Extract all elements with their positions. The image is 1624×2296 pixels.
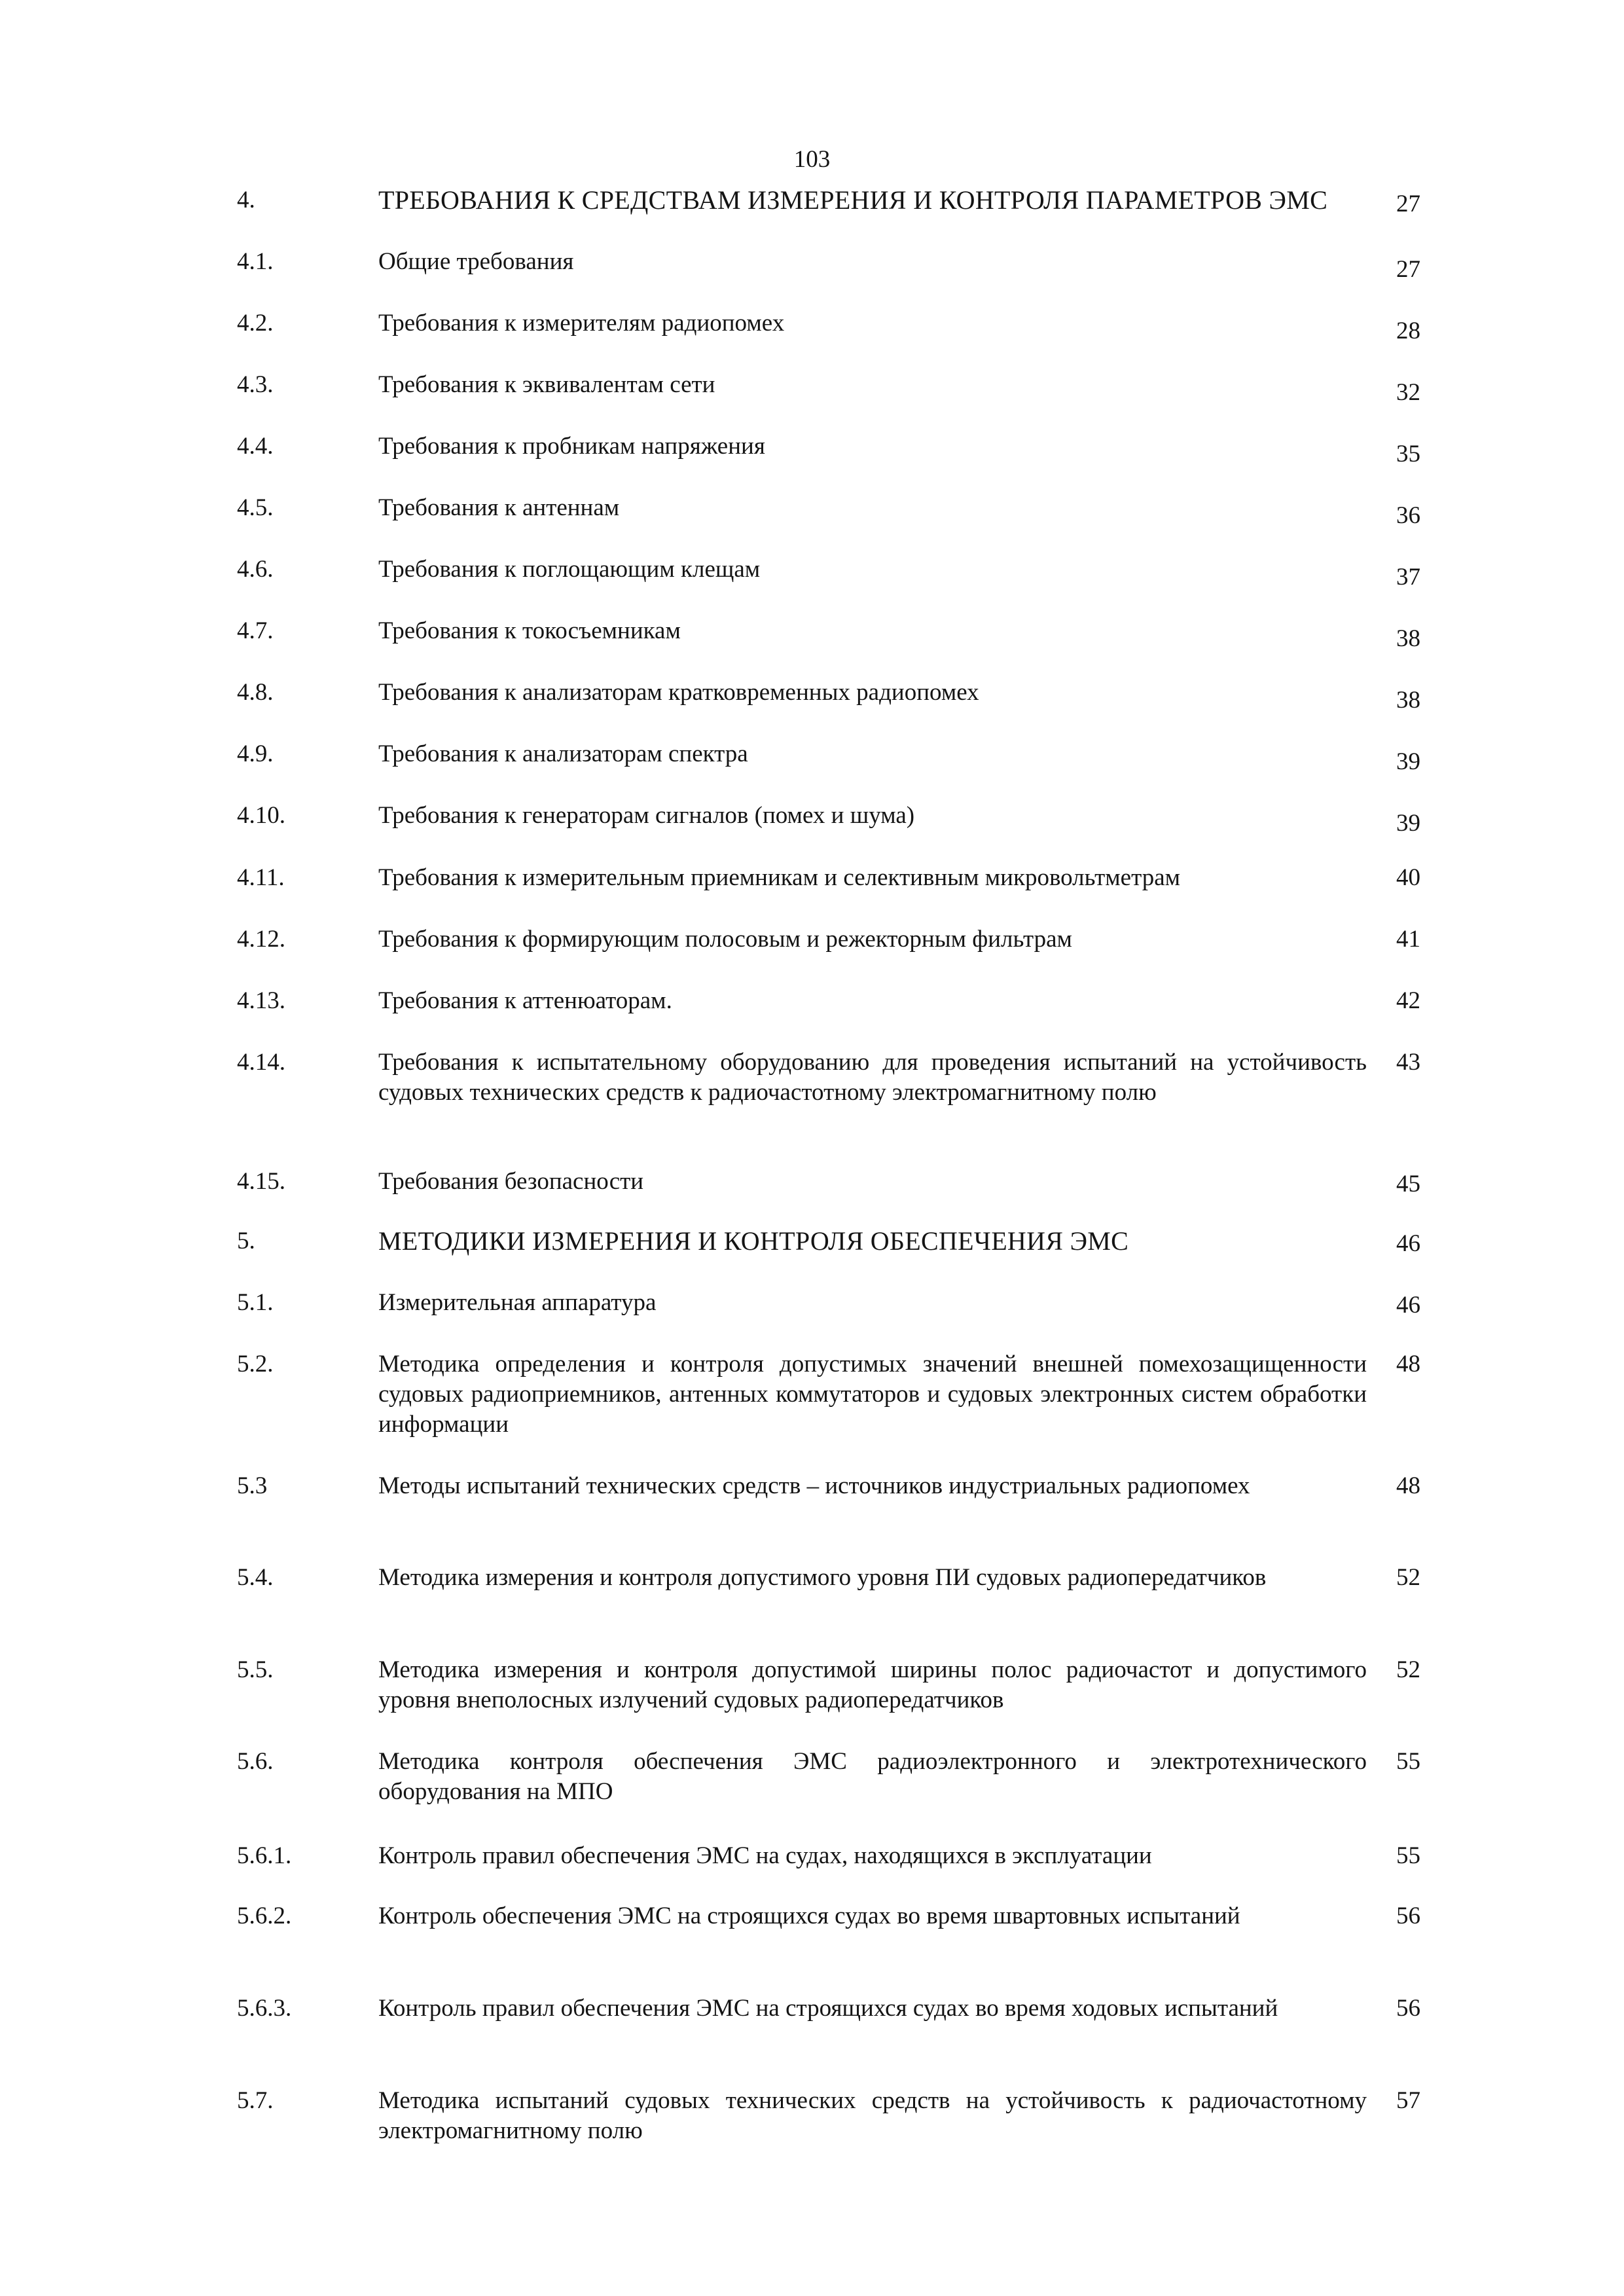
toc-entry-page: 46 (1396, 1230, 1420, 1257)
toc-entry-number: 5.6.3. (237, 1995, 292, 2022)
toc-entry-page: 40 (1396, 864, 1420, 891)
toc-entry-title: Требования к пробникам напряжения (378, 433, 765, 460)
toc-entry-page: 38 (1396, 625, 1420, 652)
toc-entry-number: 4.13. (237, 987, 285, 1014)
toc-entry-title: Методика измерения и контроля допустимой ширины полос радиочастот и допустимого уровня внеполосных излучений судовых радиопередатчиков (378, 1656, 1367, 1713)
toc-entry-number: 4.2. (237, 310, 274, 337)
toc-entry-number: 4.6. (237, 556, 274, 583)
toc-entry-number: 5.2. (237, 1351, 274, 1377)
toc-entry-number: 5.4. (237, 1564, 274, 1591)
toc-entry-number: 4.12. (237, 926, 285, 953)
toc-entry-page: 37 (1396, 564, 1420, 591)
toc-entry-title: ТРЕБОВАНИЯ К СРЕДСТВАМ ИЗМЕРЕНИЯ И КОНТРОЛЯ ПАРАМЕТРОВ ЭМС (378, 185, 1328, 215)
toc-entry-title: Методика испытаний судовых технических средств на устойчивость к радиочастотному электромагнитному полю (378, 2087, 1367, 2144)
toc-entry-number: 5. (237, 1228, 255, 1254)
toc-entry-title: МЕТОДИКИ ИЗМЕРЕНИЯ И КОНТРОЛЯ ОБЕСПЕЧЕНИЯ ЭМС (378, 1226, 1129, 1256)
toc-entry-number: 4.14. (237, 1049, 285, 1076)
toc-entry-title: Измерительная аппаратура (378, 1289, 657, 1316)
toc-entry-page: 32 (1396, 379, 1420, 406)
toc-entry-title: Требования к испытательному оборудованию для проведения испытаний на устойчивость судовых технических средств к радиочастотному электромагнитному полю (378, 1049, 1367, 1106)
toc-entry-title: Требования к формирующим полосовым и режекторным фильтрам (378, 926, 1072, 953)
toc-entry-page: 28 (1396, 318, 1420, 344)
toc-entry-page: 46 (1396, 1292, 1420, 1319)
toc-entry-page: 35 (1396, 441, 1420, 467)
toc-entry-page: 57 (1396, 2087, 1420, 2114)
toc-entry-number: 4. (237, 187, 255, 213)
toc-entry-number: 5.1. (237, 1289, 274, 1316)
toc-entry-number: 5.6. (237, 1748, 274, 1775)
toc-entry-number: 4.11. (237, 864, 285, 891)
toc-entry-number: 5.5. (237, 1656, 274, 1683)
toc-entry-title: Контроль правил обеспечения ЭМС на судах, находящихся в эксплуатации (378, 1842, 1152, 1869)
toc-entry-title: Методика определения и контроля допустимых значений внешней помехозащищенности судовых радиоприемников, антенных коммутаторов и судовых электронных систем обработки информации (378, 1351, 1367, 1438)
toc-entry-title: Требования к анализаторам спектра (378, 740, 748, 767)
page-number: 103 (793, 146, 831, 173)
toc-entry-title: Методы испытаний технических средств – источников индустриальных радиопомех (378, 1472, 1250, 1499)
toc-entry-title: Требования к токосъемникам (378, 617, 681, 644)
toc-entry-page: 48 (1396, 1472, 1420, 1499)
toc-entry-page: 48 (1396, 1351, 1420, 1377)
toc-entry-page: 41 (1396, 926, 1420, 953)
toc-entry-number: 4.15. (237, 1168, 285, 1195)
toc-entry-title: Контроль правил обеспечения ЭМС на строящихся судах во время ходовых испытаний (378, 1995, 1278, 2022)
toc-entry-page: 52 (1396, 1564, 1420, 1591)
toc-entry-page: 42 (1396, 987, 1420, 1014)
toc-entry-title: Требования к поглощающим клещам (378, 556, 761, 583)
toc-entry-page: 43 (1396, 1049, 1420, 1076)
toc-entry-page: 27 (1396, 256, 1420, 283)
toc-entry-page: 45 (1396, 1171, 1420, 1197)
toc-entry-number: 4.1. (237, 248, 274, 275)
toc-entry-page: 55 (1396, 1748, 1420, 1775)
toc-entry-page: 39 (1396, 748, 1420, 775)
toc-entry-title: Требования к эквивалентам сети (378, 371, 715, 398)
toc-entry-number: 5.7. (237, 2087, 274, 2114)
toc-entry-number: 5.6.2. (237, 1903, 292, 1929)
toc-entry-title: Требования к аттенюаторам. (378, 987, 672, 1014)
toc-entry-number: 4.8. (237, 679, 274, 706)
toc-entry-title: Требования к антеннам (378, 494, 620, 521)
toc-entry-page: 27 (1396, 191, 1420, 217)
toc-entry-page: 52 (1396, 1656, 1420, 1683)
toc-entry-title: Требования к измерительным приемникам и селективным микровольтметрам (378, 864, 1181, 891)
toc-entry-number: 4.5. (237, 494, 274, 521)
toc-entry-number: 5.3 (237, 1472, 268, 1499)
toc-entry-number: 4.3. (237, 371, 274, 398)
toc-entry-title: Требования безопасности (378, 1168, 644, 1195)
toc-entry-title: Требования к измерителям радиопомех (378, 310, 785, 337)
toc-entry-number: 4.10. (237, 802, 285, 829)
toc-entry-page: 55 (1396, 1842, 1420, 1869)
toc-entry-title: Требования к генераторам сигналов (помех и шума) (378, 802, 915, 829)
toc-entry-number: 4.4. (237, 433, 274, 460)
toc-entry-number: 4.9. (237, 740, 274, 767)
toc-entry-number: 4.7. (237, 617, 274, 644)
toc-entry-title: Общие требования (378, 248, 574, 275)
toc-entry-title: Методика измерения и контроля допустимого уровня ПИ судовых радиопередатчиков (378, 1564, 1267, 1591)
toc-entry-page: 56 (1396, 1903, 1420, 1929)
toc-entry-title: Методика контроля обеспечения ЭМС радиоэлектронного и электротехнического оборудования на МПО (378, 1748, 1367, 1805)
toc-entry-page: 56 (1396, 1995, 1420, 2022)
toc-entry-page: 38 (1396, 687, 1420, 714)
toc-entry-title: Требования к анализаторам кратковременных радиопомех (378, 679, 979, 706)
toc-entry-page: 36 (1396, 502, 1420, 529)
toc-entry-page: 39 (1396, 810, 1420, 837)
toc-entry-title: Контроль обеспечения ЭМС на строящихся судах во время швартовных испытаний (378, 1903, 1240, 1929)
toc-entry-number: 5.6.1. (237, 1842, 292, 1869)
